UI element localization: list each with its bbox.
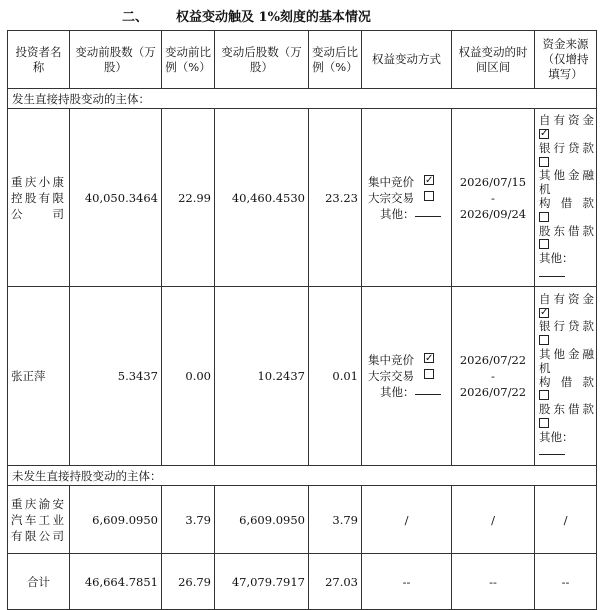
checkbox-other-fin	[539, 212, 549, 222]
period-dash: -	[491, 369, 495, 383]
change-method-slash: /	[362, 486, 452, 554]
method-other-label: 其他：	[380, 206, 415, 221]
after-shares: 6,609.0950	[215, 486, 309, 554]
method-other-label: 其他：	[380, 385, 415, 399]
fund-own-label: 自有资金	[539, 113, 594, 128]
checkbox-other-fin	[539, 390, 549, 400]
total-before-ratio: 26.79	[162, 554, 215, 610]
header-investor: 投资者名称	[8, 31, 70, 89]
fund-other-fin-label: 其他金融机	[539, 168, 594, 197]
change-period	[452, 109, 535, 287]
after-ratio: 0.01	[309, 287, 362, 466]
section-row-direct	[8, 89, 597, 109]
total-period-dash: --	[452, 554, 535, 610]
after-shares: 10.2437	[215, 287, 309, 466]
blank-line	[415, 206, 441, 217]
checkbox-bank	[539, 335, 549, 345]
period-end: 2026/09/24	[459, 206, 527, 221]
change-period	[452, 287, 535, 466]
before-ratio: 22.99	[162, 109, 215, 287]
fund-bank-label: 银行贷款	[539, 319, 594, 334]
period-start: 2026/07/22	[459, 353, 527, 367]
after-shares: 40,460.4530	[215, 109, 309, 287]
after-ratio: 23.23	[309, 109, 362, 287]
before-ratio: 0.00	[162, 287, 215, 466]
period-dash: -	[491, 190, 495, 205]
blank-line	[539, 266, 565, 277]
fund-other-fin-label: 其他金融机	[539, 346, 594, 375]
investor-name: 重庆渝安汽车工业有限公司	[8, 486, 70, 554]
fund-own-label: 自有资金	[539, 291, 594, 306]
before-shares: 6,609.0950	[70, 486, 162, 554]
change-method	[362, 287, 452, 466]
fund-source	[535, 287, 597, 466]
investor-name: 重庆小康控股有限公司	[8, 109, 70, 287]
section-heading: 权益变动触及 1%刻度的基本情况	[176, 10, 371, 25]
table-row	[8, 287, 597, 466]
total-before-shares: 46,664.7851	[70, 554, 162, 610]
fund-shareholder-label: 股东借款	[539, 223, 594, 238]
fund-source-slash: /	[535, 486, 597, 554]
header-row	[8, 31, 597, 89]
checkbox-shareholder	[539, 418, 549, 428]
before-ratio: 3.79	[162, 486, 215, 554]
checkbox-central-checked	[424, 175, 434, 185]
table-row	[8, 486, 597, 554]
blank-line	[539, 444, 565, 455]
section-number: 二、	[122, 10, 149, 25]
fund-other-label: 其他：	[539, 251, 574, 266]
total-label: 合计	[8, 554, 70, 610]
before-shares: 5.3437	[70, 287, 162, 466]
total-method-dash: --	[362, 554, 452, 610]
blank-line	[415, 384, 441, 395]
header-method: 权益变动方式	[362, 31, 452, 89]
checkbox-shareholder	[539, 239, 549, 249]
fund-bank-label: 银行贷款	[539, 140, 594, 155]
equity-change-table	[7, 30, 597, 610]
total-fund-dash: --	[535, 554, 597, 610]
method-central-label: 集中竞价	[368, 353, 414, 367]
period-start: 2026/07/15	[459, 174, 527, 189]
change-method	[362, 109, 452, 287]
header-after-ratio: 变动后比例（%）	[309, 31, 362, 89]
method-block-label: 大宗交易	[368, 190, 414, 205]
checkbox-own-checked	[539, 129, 549, 139]
total-after-shares: 47,079.7917	[215, 554, 309, 610]
header-before-shares: 变动前股数（万股）	[70, 31, 162, 89]
fund-other-fin-label-2: 构借款	[539, 374, 594, 389]
fund-other-fin-label-2: 构借款	[539, 196, 594, 210]
section-row-indirect	[8, 466, 597, 486]
total-row	[8, 554, 597, 610]
investor-name: 张正萍	[8, 287, 70, 466]
fund-other-label: 其他：	[539, 429, 574, 444]
header-fund-source: 资金来源（仅增持填写）	[535, 31, 597, 89]
before-shares: 40,050.3464	[70, 109, 162, 287]
change-period-slash: /	[452, 486, 535, 554]
method-central-label: 集中竞价	[368, 174, 414, 189]
fund-source	[535, 109, 597, 287]
checkbox-bank	[539, 157, 549, 167]
checkbox-central-checked	[424, 353, 434, 363]
checkbox-own-checked	[539, 308, 549, 318]
header-period: 权益变动的时间区间	[452, 31, 535, 89]
total-after-ratio: 27.03	[309, 554, 362, 610]
fund-shareholder-label: 股东借款	[539, 402, 594, 417]
header-after-shares: 变动后股数（万股）	[215, 31, 309, 89]
section-label-direct: 发生直接持股变动的主体：	[8, 89, 597, 109]
section-label-indirect: 未发生直接持股变动的主体：	[8, 466, 597, 486]
period-end: 2026/07/22	[459, 385, 527, 399]
table-row	[8, 109, 597, 287]
header-before-ratio: 变动前比例（%）	[162, 31, 215, 89]
checkbox-block	[424, 369, 434, 379]
method-block-label: 大宗交易	[368, 369, 414, 383]
after-ratio: 3.79	[309, 486, 362, 554]
checkbox-block	[424, 191, 434, 201]
